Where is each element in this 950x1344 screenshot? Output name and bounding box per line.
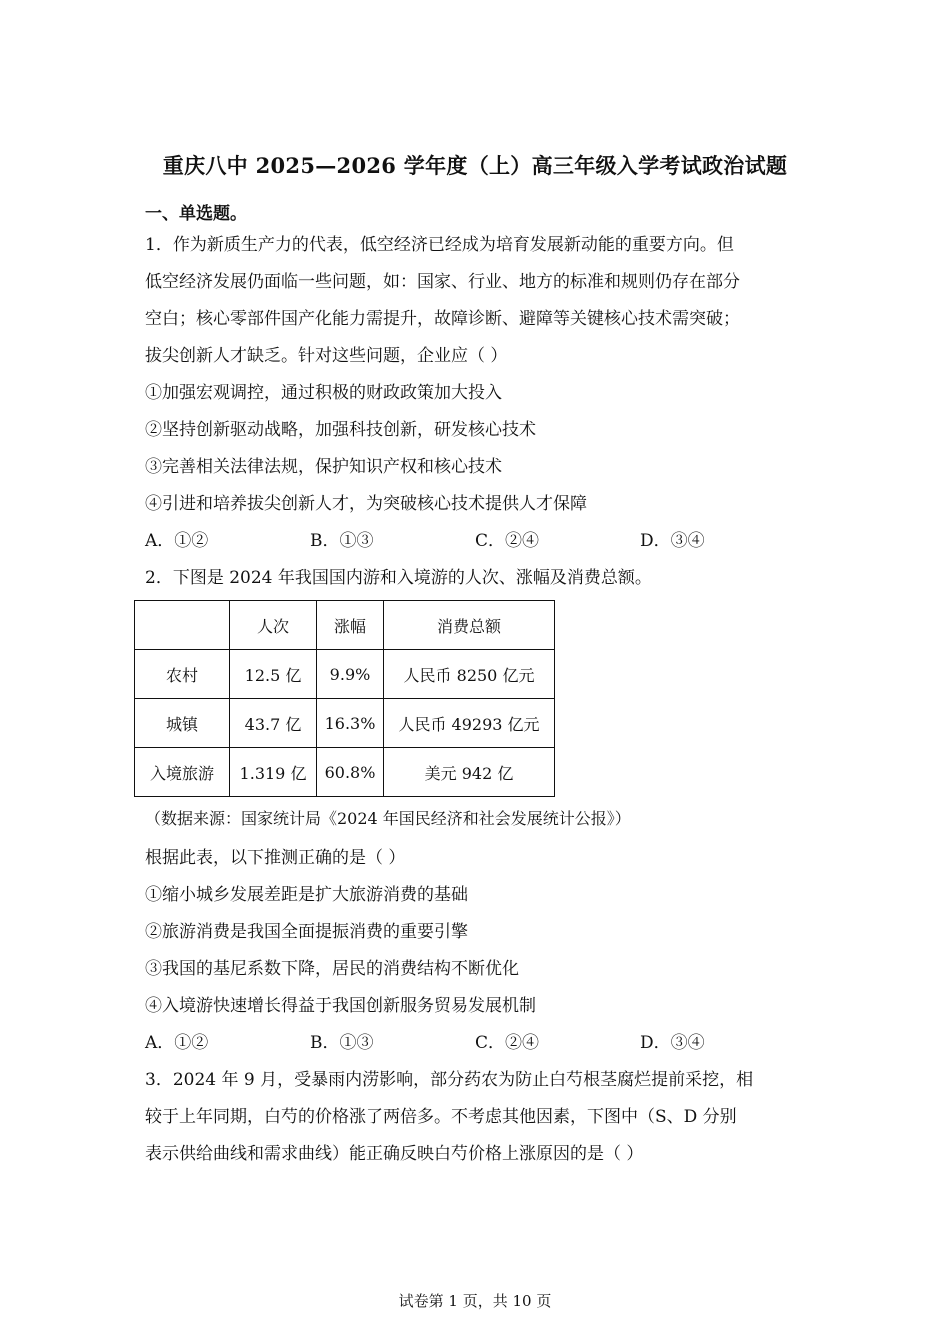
q1-option-d[interactable]: D．③④ <box>640 531 705 551</box>
page-footer: 试卷第 1 页，共 10 页 <box>398 1292 552 1310</box>
exam-title: 重庆八中 2025—2026 学年度（上）高三年级入学考试政治试题 <box>162 153 788 178</box>
q1-item-2: ②坚持创新驱动战略，加强科技创新，研发核心技术 <box>145 420 536 440</box>
q1-item-3: ③完善相关法律法规，保护知识产权和核心技术 <box>145 457 502 477</box>
table-cell: 12.5 亿 <box>230 650 317 699</box>
table-cell: 1.319 亿 <box>230 748 317 797</box>
q2-option-b[interactable]: B．①③ <box>310 1033 374 1053</box>
q2-item-3: ③我国的基尼系数下降，居民的消费结构不断优化 <box>145 959 519 979</box>
table-cell: 农村 <box>135 650 230 699</box>
q2-item-1: ①缩小城乡发展差距是扩大旅游消费的基础 <box>145 885 468 905</box>
q1-options <box>145 523 815 560</box>
tourism-table <box>134 600 555 797</box>
table-cell: 16.3% <box>317 699 384 748</box>
q3-stem-line: 较于上年同期，白芍的价格涨了两倍多。不考虑其他因素，下图中（S、D 分别 <box>145 1107 737 1127</box>
table-cell: 43.7 亿 <box>230 699 317 748</box>
q2-option-d[interactable]: D．③④ <box>640 1033 705 1053</box>
question-2-body <box>145 840 815 1173</box>
table-cell: 人民币 49293 亿元 <box>384 699 555 748</box>
q1-stem-line: 拔尖创新人才缺乏。针对这些问题，企业应（ ） <box>145 346 508 366</box>
table-cell: 人民币 8250 亿元 <box>384 650 555 699</box>
q2-options <box>145 1025 815 1062</box>
table-cell: 城镇 <box>135 699 230 748</box>
q3-stem-line: 3．2024 年 9 月，受暴雨内涝影响，部分药农为防止白芍根茎腐烂提前采挖，相 <box>145 1070 754 1090</box>
table-cell: 美元 942 亿 <box>384 748 555 797</box>
table-cell: 入境旅游 <box>135 748 230 797</box>
table-header-cell: 消费总额 <box>384 601 555 650</box>
table-cell: 60.8% <box>317 748 384 797</box>
table-header-cell: 人次 <box>230 601 317 650</box>
q1-option-a[interactable]: A．①② <box>145 531 209 551</box>
q2-item-2: ②旅游消费是我国全面提振消费的重要引擎 <box>145 922 468 942</box>
table-header-cell <box>135 601 230 650</box>
data-source-note: （数据来源：国家统计局《2024 年国民经济和社会发展统计公报》） <box>145 809 631 828</box>
section-heading: 一、单选题。 <box>145 204 247 224</box>
q1-option-c[interactable]: C．②④ <box>475 531 540 551</box>
q2-question: 根据此表，以下推测正确的是（ ） <box>145 848 406 868</box>
q2-stem: 2．下图是 2024 年我国国内游和入境游的人次、涨幅及消费总额。 <box>145 568 652 588</box>
table-row <box>135 650 555 699</box>
q2-option-a[interactable]: A．①② <box>145 1033 209 1053</box>
q3-stem-line: 表示供给曲线和需求曲线）能正确反映白芍价格上涨原因的是（ ） <box>145 1144 644 1164</box>
question-1 <box>145 227 815 597</box>
q1-stem-line: 1．作为新质生产力的代表，低空经济已经成为培育发展新动能的重要方向。但 <box>145 235 734 255</box>
q2-option-c[interactable]: C．②④ <box>475 1033 540 1053</box>
q1-item-4: ④引进和培养拔尖创新人才，为突破核心技术提供人才保障 <box>145 494 587 514</box>
q1-stem-line: 空白；核心零部件国产化能力需提升，故障诊断、避障等关键核心技术需突破； <box>145 309 740 329</box>
table-row <box>135 748 555 797</box>
table-row <box>135 699 555 748</box>
table-header-cell: 涨幅 <box>317 601 384 650</box>
q1-stem-line: 低空经济发展仍面临一些问题，如：国家、行业、地方的标准和规则仍存在部分 <box>145 272 740 292</box>
q2-item-4: ④入境游快速增长得益于我国创新服务贸易发展机制 <box>145 996 536 1016</box>
q1-item-1: ①加强宏观调控，通过积极的财政政策加大投入 <box>145 383 502 403</box>
table-cell: 9.9% <box>317 650 384 699</box>
table-header-row <box>135 601 555 650</box>
q1-option-b[interactable]: B．①③ <box>310 531 374 551</box>
